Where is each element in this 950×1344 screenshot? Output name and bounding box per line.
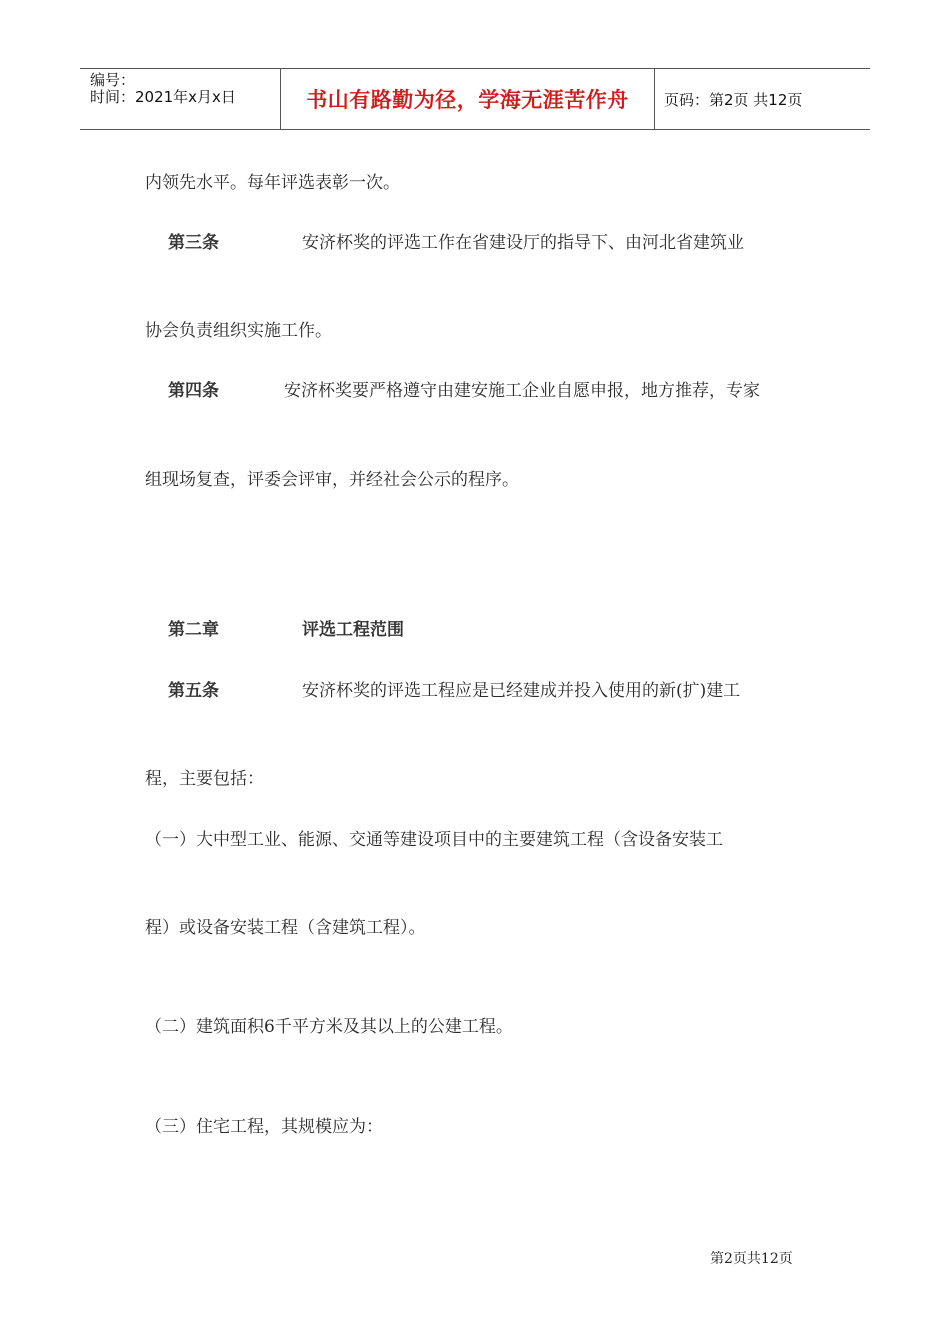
chapter-title: 评选工程范围 bbox=[302, 620, 404, 640]
list-item-2: （二）建筑面积6千平方米及其以上的公建工程。 bbox=[145, 1017, 513, 1037]
article-5-continuation: 程，主要包括： bbox=[145, 769, 264, 789]
header-motto-cell bbox=[280, 69, 655, 129]
article-3-continuation: 协会负责组织实施工作。 bbox=[145, 321, 332, 341]
article-3-text: 安济杯奖的评选工作在省建设厅的指导下、由河北省建筑业 bbox=[302, 233, 744, 253]
page-footer: 第2页共12页 bbox=[710, 1251, 793, 1267]
article-4-text: 安济杯奖要严格遵守由建安施工企业自愿申报，地方推荐，专家 bbox=[284, 381, 760, 401]
article-5-label: 第五条 bbox=[168, 681, 219, 701]
motto: 书山有路勤为径，学海无涯苦作舟 bbox=[306, 88, 629, 112]
time-label: 时间：2021年x月x日 bbox=[90, 88, 236, 106]
article-4-label: 第四条 bbox=[168, 381, 219, 401]
list-item-1: （一）大中型工业、能源、交通等建设项目中的主要建筑工程（含设备安装工 bbox=[145, 830, 723, 850]
header-page-cell bbox=[654, 69, 870, 129]
article-3-label: 第三条 bbox=[168, 233, 219, 253]
article-5-text: 安济杯奖的评选工程应是已经建成并投入使用的新(扩)建工 bbox=[302, 681, 741, 701]
paragraph-line: 内领先水平。每年评选表彰一次。 bbox=[145, 173, 400, 193]
chapter-label: 第二章 bbox=[168, 620, 219, 640]
page-header bbox=[80, 68, 870, 130]
list-item-1-continuation: 程）或设备安装工程（含建筑工程）。 bbox=[145, 918, 426, 938]
number-label: 编号： bbox=[90, 71, 136, 89]
page-info: 页码：第2页 共12页 bbox=[664, 90, 803, 109]
list-item-3: （三）住宅工程，其规模应为： bbox=[145, 1117, 383, 1137]
header-meta bbox=[80, 69, 280, 129]
article-4-continuation: 组现场复查，评委会评审，并经社会公示的程序。 bbox=[145, 470, 519, 490]
